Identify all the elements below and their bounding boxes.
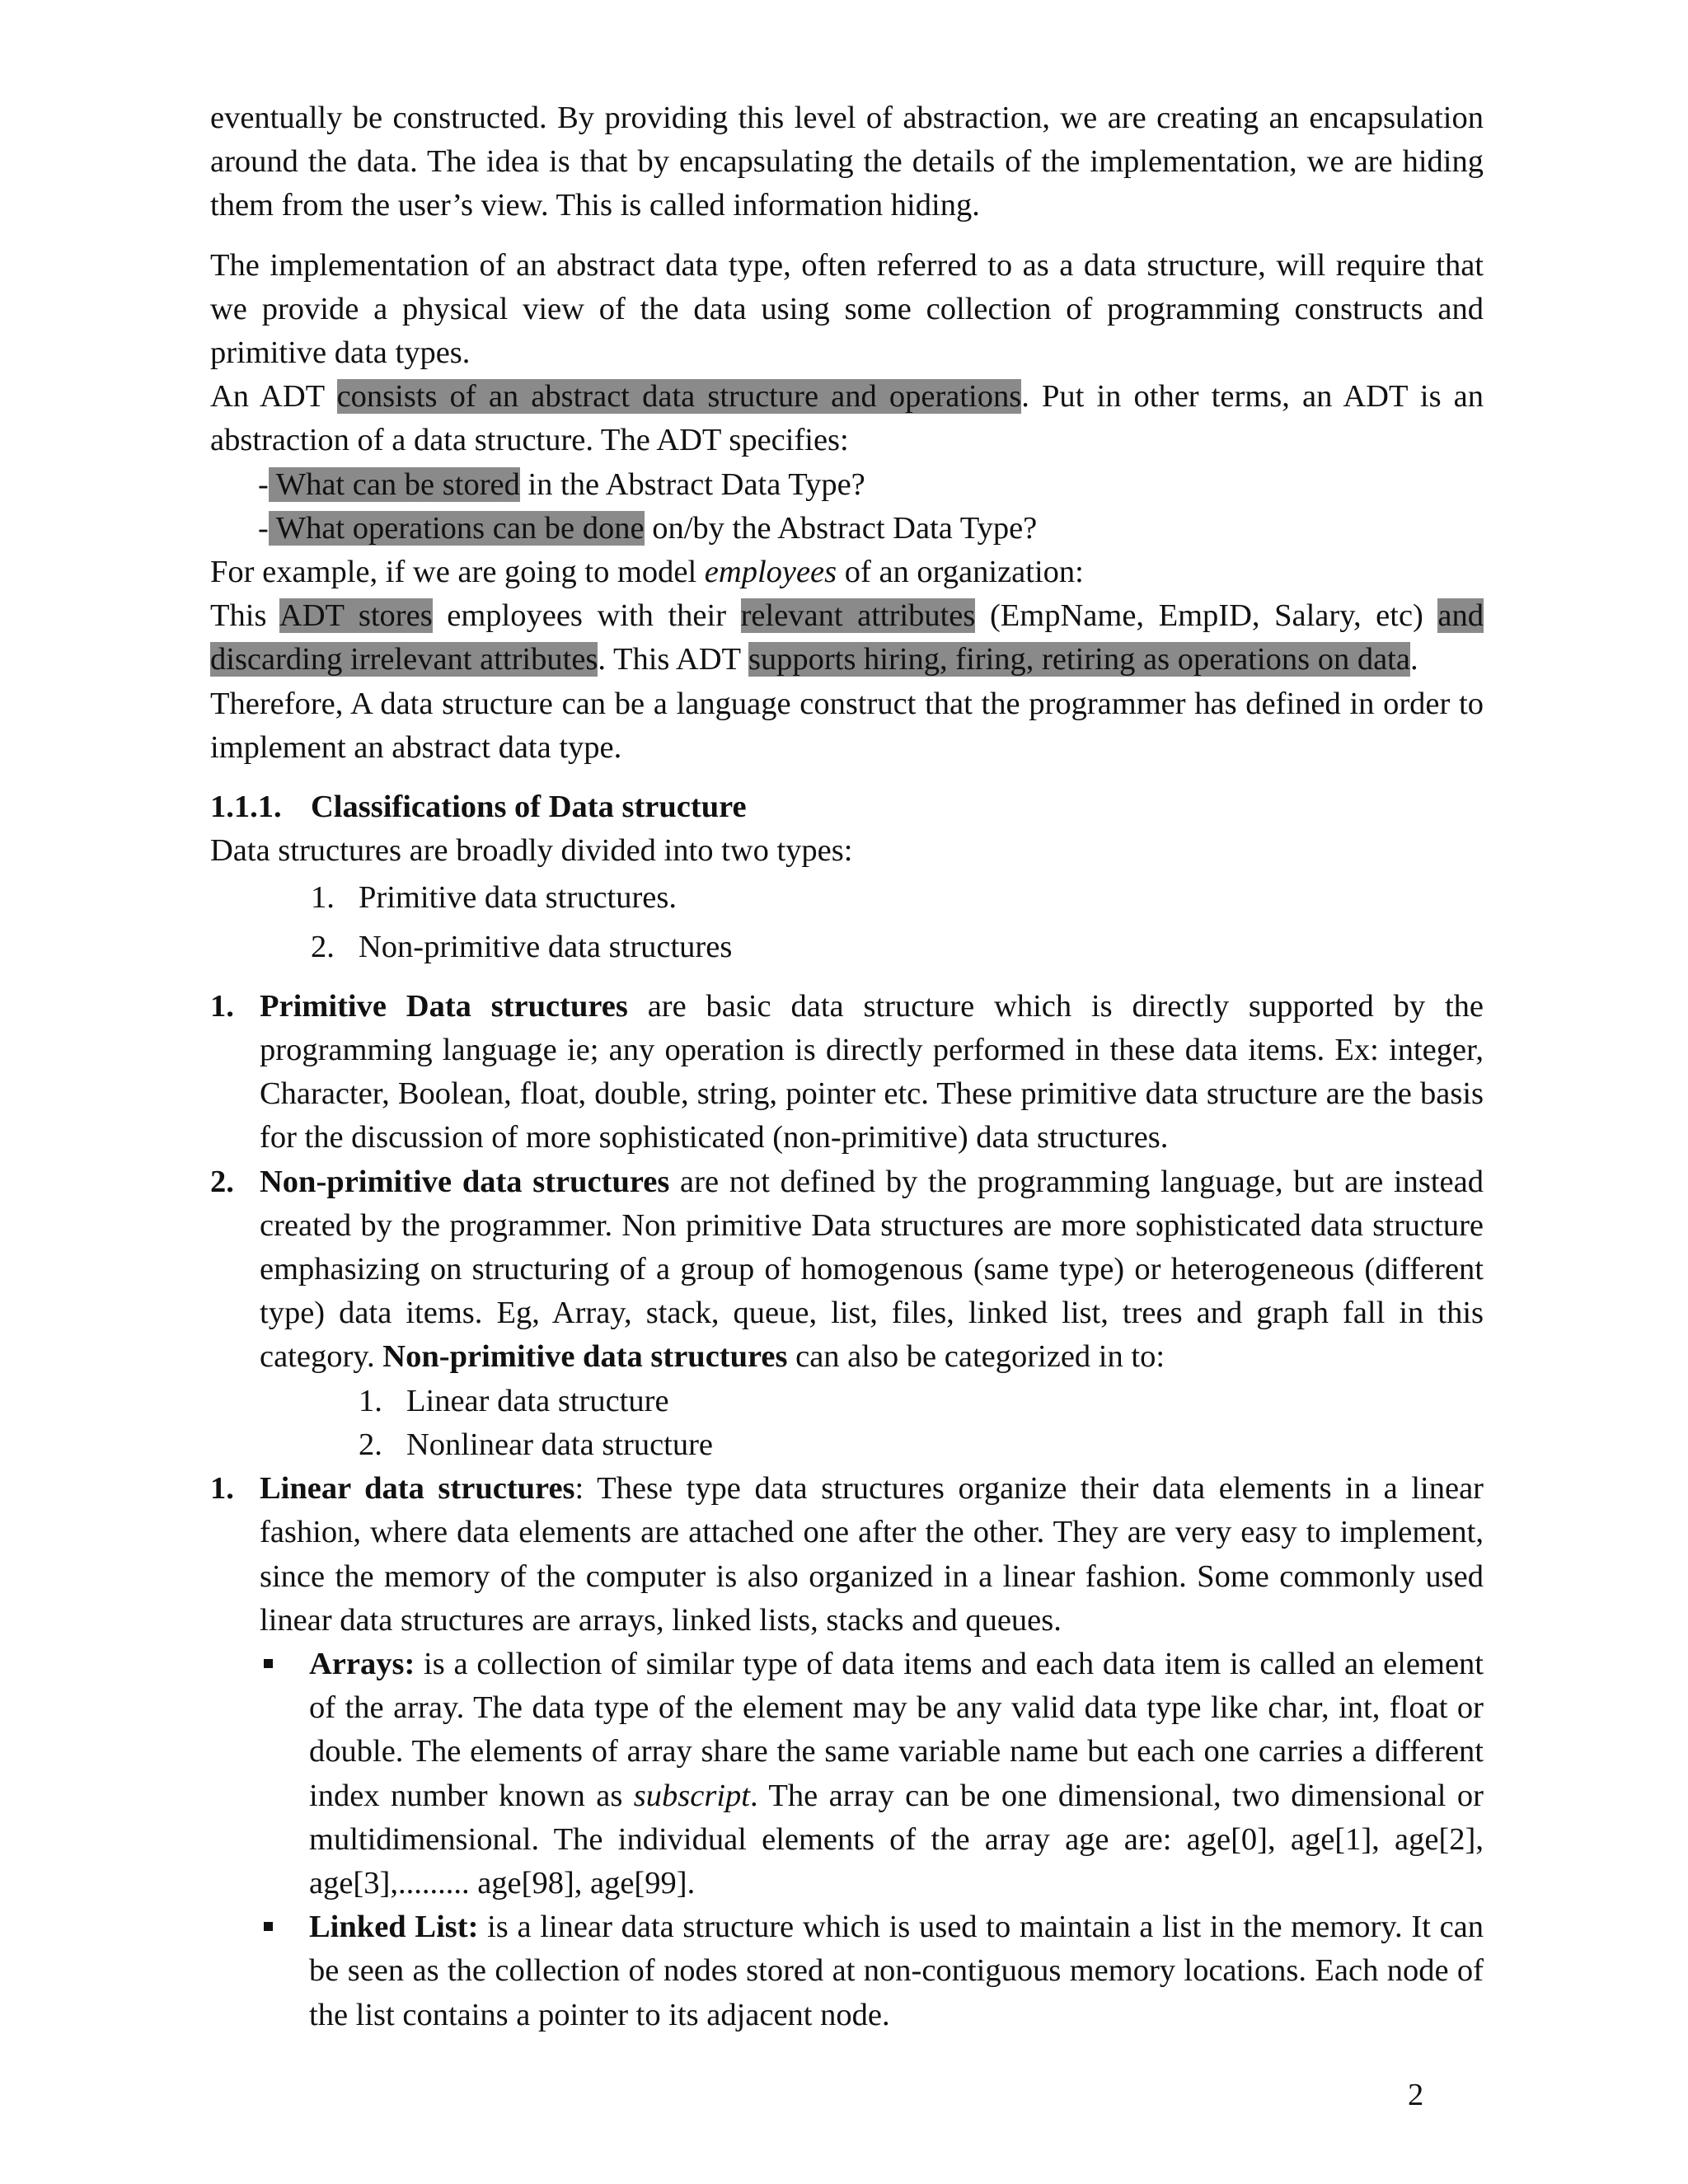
page-content [210, 96, 1484, 2037]
text: . This ADT [598, 642, 748, 677]
paragraph-example [210, 551, 1484, 594]
italic-text: subscript [633, 1778, 750, 1813]
text: employees with their [432, 598, 741, 634]
list-item [359, 1380, 1484, 1423]
text: are not defined by the programming language, but are instead created by the programmer. Non primitive Data structures are more sophisticated data structure emphasizing on structuring of a group of homogenous (same type) or heterogeneous (different type) data items. Eg, Array, stack, queue, list, files, linked list, trees and graph fall in this category. [260, 1164, 1484, 1375]
bold-term: Linear data structures [260, 1471, 575, 1507]
item-number: 1. [210, 1471, 234, 1507]
highlight: What operations can be done [268, 510, 645, 546]
list-number: 2. [311, 929, 335, 964]
section-heading [210, 785, 1484, 829]
text: . The array can be one dimensional, two dimensional or multidimensional. The individual elements of the array age are: age[0], age[1], age[2], age[3],......... age[98], age[99]. [309, 1778, 1484, 1900]
list-text: Primitive data structures. [359, 880, 677, 916]
item-nonprimitive [210, 1160, 1484, 1380]
paragraph-intro: Data structures are broadly divided into two types: [210, 833, 853, 869]
types-list [210, 876, 1484, 968]
list-text: Nonlinear data structure [406, 1427, 714, 1462]
dash-item-stored [210, 463, 1484, 507]
highlight: What can be stored [268, 466, 520, 502]
item-number: 1. [210, 988, 234, 1024]
text: is a collection of similar type of data items and each data item is called an element of the array. The data type of the element may be any valid data type like char, int, float or double. The elements of array share the same variable name but each one carries a different index number known as [309, 1646, 1484, 1813]
list-item [359, 1423, 1484, 1467]
highlight: ADT stores [279, 598, 433, 634]
italic-text: employees [704, 555, 837, 590]
bold-term: Primitive Data structures [260, 988, 628, 1024]
bold-term: Linked List: [309, 1910, 479, 1945]
paragraph-employees-adt [210, 594, 1484, 682]
text: of an organization: [837, 555, 1084, 590]
text: . [1409, 642, 1418, 677]
text: on/by the Abstract Data Type? [644, 510, 1038, 546]
paragraph-encapsulation: eventually be constructed. By providing this level of abstraction, we are creating an encapsulation around the data. The idea is that by encapsulating the details of the implementation, we are hiding them from the user’s view. This is called information hiding. [210, 101, 1484, 223]
highlight: relevant attributes [740, 598, 976, 634]
paragraph-adt-definition [210, 375, 1484, 462]
text: can also be categorized in to: [787, 1339, 1165, 1375]
paragraph-therefore: Therefore, A data structure can be a language construct that the programmer has defined in order to implement an abstract data type. [210, 686, 1484, 765]
list-item [311, 926, 1484, 969]
page-number: 2 [1408, 2078, 1424, 2112]
text: For example, if we are going to model [210, 555, 705, 590]
list-text: Non-primitive data structures [359, 929, 733, 964]
text: (EmpName, EmpID, Salary, etc) [975, 598, 1438, 634]
paragraph-implementation: The implementation of an abstract data type, often referred to as a data structure, will require that we provide a physical view of the data using some collection of programming constructs and primitive data types. [210, 247, 1484, 371]
item-number: 2. [210, 1164, 234, 1199]
item-linear [210, 1467, 1484, 1643]
bold-term: Arrays: [309, 1646, 415, 1681]
list-text: Linear data structure [406, 1383, 669, 1418]
bold-term: Non-primitive data structures [382, 1339, 788, 1375]
bold-term: Non-primitive data structures [260, 1164, 670, 1199]
section-title: Classifications of Data structure [311, 790, 747, 825]
text: in the Abstract Data Type? [519, 466, 865, 502]
text: . Put in other terms, an ADT is an abstraction of a data structure. The ADT specifies: [210, 379, 1484, 458]
text: are basic data structure which is directly supported by the programming language ie; any operation is directly performed in these data items. Ex: integer, Character, Boolean, float, double, string, pointer etc. These primitive data structure are the basis for the discussion of more sophisticated (non-primitive) data structures. [260, 988, 1484, 1155]
text: An ADT [210, 379, 337, 415]
text: is a linear data structure which is used to maintain a list in the memory. It can be seen as the collection of nodes stored at non-contiguous memory locations. Each node of the list contains a pointer to its adjacent node. [309, 1910, 1484, 2032]
item-primitive [210, 985, 1484, 1160]
square-bullet-icon [264, 1922, 273, 1931]
list-number: 1. [311, 880, 335, 916]
highlight: supports hiring, firing, retiring as operations on data [748, 642, 1410, 677]
dash-marker: - [258, 466, 269, 502]
dash-item-operations [210, 507, 1484, 551]
dash-marker: - [258, 510, 269, 546]
list-number: 1. [359, 1383, 382, 1418]
text: : These type data structures organize their data elements in a linear fashion, where data elements are attached one after the other. They are very easy to implement, since the memory of the computer is also organized in a linear fashion. Some commonly used linear data structures are arrays, linked lists, stacks and queues. [260, 1471, 1484, 1638]
bullet-arrays [210, 1643, 1484, 1905]
nonprimitive-types-list [210, 1380, 1484, 1467]
list-number: 2. [359, 1427, 382, 1462]
text: This [210, 598, 279, 634]
highlight: and discarding irrelevant attributes [210, 598, 1484, 677]
section-number: 1.1.1. [210, 790, 282, 825]
square-bullet-icon [264, 1659, 273, 1668]
bullet-linked-list [210, 1905, 1484, 2037]
list-item [311, 876, 1484, 920]
highlight: consists of an abstract data structure and operations [336, 379, 1022, 415]
